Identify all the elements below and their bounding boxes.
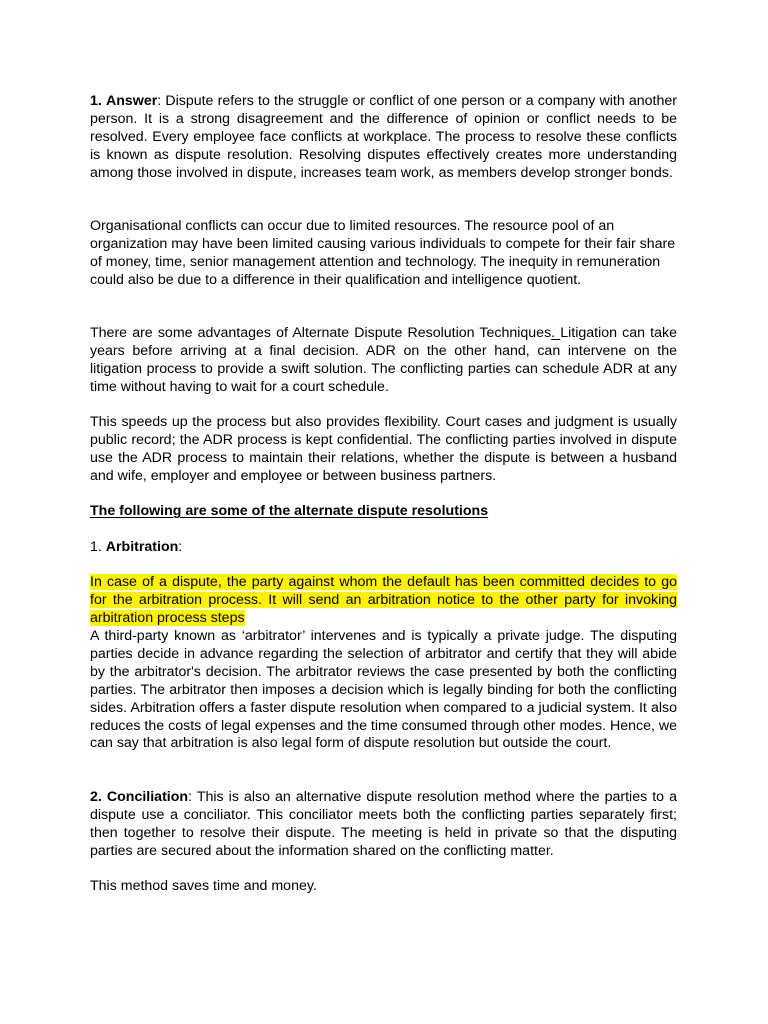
arbitration-highlight-paragraph — [90, 574, 677, 628]
conciliation-label: 2. Conciliation — [90, 789, 189, 805]
answer-paragraph — [90, 93, 677, 183]
advantages-paragraph — [90, 325, 677, 397]
section-heading-text: The following are some of the alternate dispute resolutions — [90, 503, 489, 519]
arbitration-colon: : — [178, 539, 183, 555]
answer-body: : Dispute refers to the struggle or conflict of one person or a company with another person. It is a strong disagreement and the difference of opinion or conflict needs to be resolved. Every employee face conflicts at workplace. The process to resolve these conflicts is known as dispute resolution. Resolving disputes effectively creates more understanding among those involved in dispute, increases team work, as members develop stronger bonds. — [90, 93, 677, 181]
advantages-text-2: Litigation can take years before arriving at a final decision. ADR on the other hand, can intervene on the litigation process to provide a swift solution. The conflicting parties can schedule ADR at any time without having to wait for a court schedule. — [90, 325, 677, 395]
answer-number: 1. — [90, 93, 102, 109]
answer-label: Answer — [106, 93, 158, 109]
advantages-text-1: There are some advantages of Alternate Dispute Resolution Techniques — [90, 325, 552, 341]
section-heading — [90, 503, 677, 521]
conciliation-body: : This is also an alternative dispute resolution method where the parties to a dispute use a conciliator. This conciliator meets both the conflicting parties separately first; then together to resolve their dispute. The meeting is held in private so that the disputing parties are secured about the information shared on the conflicting matter. — [90, 789, 677, 859]
arbitration-number: 1. — [90, 539, 106, 555]
advantages-underline: . — [551, 325, 561, 341]
arbitration-body-paragraph: A third-party known as ‘arbitrator’ intervenes and is typically a private judge. The disputing parties decide in advance regarding the selection of arbitrator and certify that they will abide by the arbitrator's decision. The arbitrator reviews the case presented by both the conflicting parties. The arbitrator then imposes a decision which is legally binding for both the conflicting sides. Arbitration offers a faster dispute resolution when compared to a judicial system. It also reduces the costs of legal expenses and the time consumed through other modes. Hence, we can say that arbitration is also legal form of dispute resolution but outside the court. — [90, 628, 677, 752]
arbitration-label: Arbitration — [105, 539, 179, 555]
speeds-paragraph: This speeds up the process but also provides flexibility. Court cases and judgment is usually public record; the ADR process is kept confidential. The conflicting parties involved in dispute use the ADR process to maintain their relations, whether the dispute is between a husband and wife, employer and employee or between business partners. — [90, 414, 677, 484]
arbitration-highlight: In case of a dispute, the party against whom the default has been committed decides to go for the arbitration process. It will send an arbitration notice to the other party for invoking arbitration process steps — [90, 574, 677, 626]
arbitration-heading — [90, 539, 677, 557]
conciliation-closing: This method saves time and money. — [90, 878, 317, 894]
organisational-paragraph: Organisational conflicts can occur due to limited resources. The resource pool of an organization may have been limited causing various individuals to compete for their fair share of money, time, senior management attention and technology. The inequity in remuneration could also be due to a difference in their qualification and intelligence quotient. — [90, 218, 676, 288]
conciliation-paragraph — [90, 789, 677, 861]
